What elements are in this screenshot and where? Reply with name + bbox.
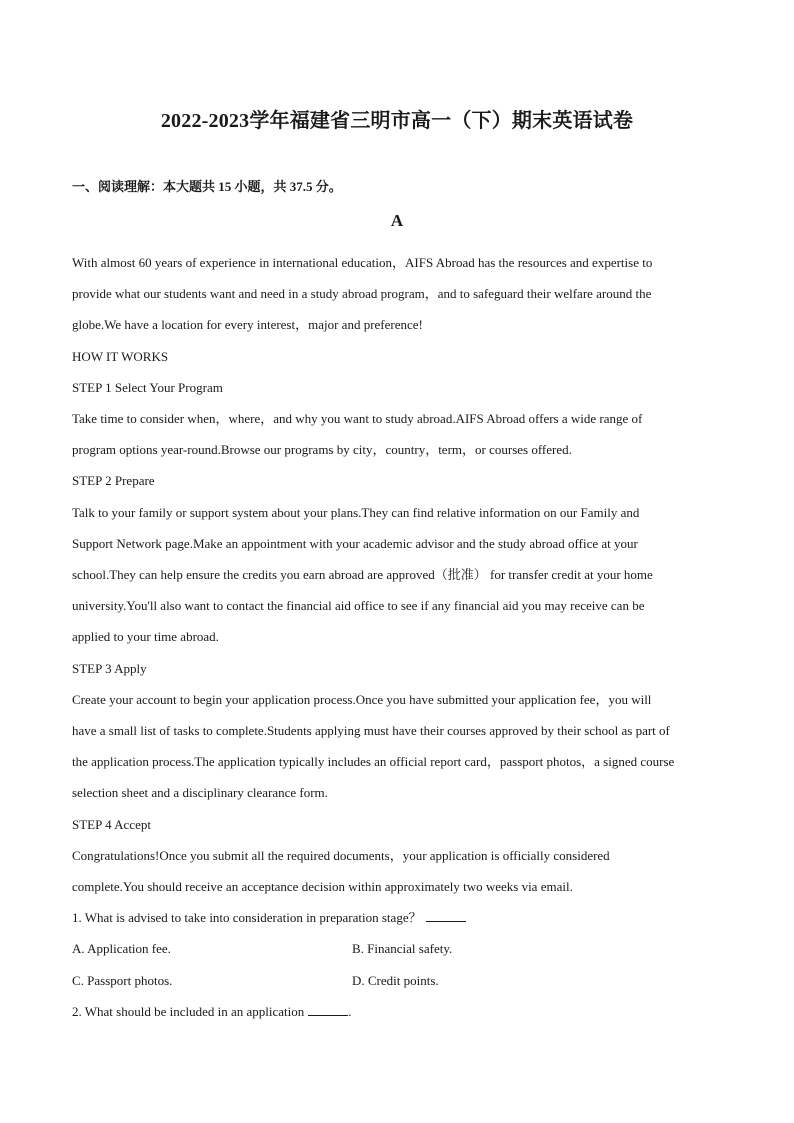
step2-line: Support Network page.Make an appointment with your academic advisor and the study abroad office at your [72, 535, 638, 551]
option-a: A. Application fee. [72, 941, 171, 957]
step4-title: STEP 4 Accept [72, 816, 151, 832]
step3-line: Create your account to begin your application process.Once you have submitted your application fee，you will [72, 691, 652, 707]
step1-line: program options year-round.Browse our programs by city，country，term，or courses offered. [72, 442, 572, 458]
step1-line: Take time to consider when，where，and why you want to study abroad.AIFS Abroad offers a wide range of [72, 411, 643, 427]
step2-line: Talk to your family or support system about your plans.They can find relative information on our Family and [72, 504, 640, 520]
step3-line: have a small list of tasks to complete.Students applying must have their courses approved by their school as part of [72, 723, 670, 739]
step4-line: Congratulations!Once you submit all the required documents，your application is officially considered [72, 847, 610, 863]
step2-title: STEP 2 Prepare [72, 473, 155, 489]
option-b: B. Financial safety. [352, 941, 453, 957]
section-heading: 一、阅读理解：本大题共 15 小题，共 37.5 分。 [72, 179, 342, 194]
exam-title: 2022-2023学年福建省三明市高一（下）期末英语试卷 [160, 110, 634, 132]
option-c: C. Passport photos. [72, 972, 173, 988]
option-d: D. Credit points. [352, 972, 439, 988]
intro-line: With almost 60 years of experience in international education，AIFS Abroad has the resources and expertise to [72, 255, 653, 270]
answer-blank [308, 1003, 348, 1016]
passage-body [72, 247, 732, 1027]
question-1-options-row-2 [72, 965, 732, 996]
passage-label: A [390, 211, 404, 230]
step2-line: university.You'll also want to contact the financial aid office to see if any financial aid you may receive can be [72, 598, 645, 614]
answer-blank [426, 909, 466, 922]
step3-line: the application process.The application typically includes an official report card，passport photos，a signed course [72, 754, 675, 770]
question-2-tail: . [348, 1003, 352, 1019]
step3-title: STEP 3 Apply [72, 660, 147, 676]
step2-line: applied to your time abroad. [72, 629, 219, 645]
question-1-stem [72, 902, 732, 933]
how-it-works-heading: HOW IT WORKS [72, 348, 169, 364]
step1-title: STEP 1 Select Your Program [72, 379, 223, 395]
step3-line: selection sheet and a disciplinary clearance form. [72, 785, 328, 801]
question-2-text: 2. What should be included in an application [72, 1003, 305, 1019]
intro-line: provide what our students want and need in a study abroad program，and to safeguard their welfare around the [72, 286, 652, 302]
question-1-options-row-1 [72, 933, 732, 964]
question-1-text: 1. What is advised to take into consideration in preparation stage？ [72, 910, 422, 926]
step2-line: school.They can help ensure the credits you earn abroad are approved（批准） for transfer credit at your home [72, 567, 653, 583]
question-2-stem [72, 996, 732, 1027]
step4-line: complete.You should receive an acceptance decision within approximately two weeks via email. [72, 879, 573, 895]
intro-line: globe.We have a location for every interest，major and preference! [72, 317, 423, 333]
